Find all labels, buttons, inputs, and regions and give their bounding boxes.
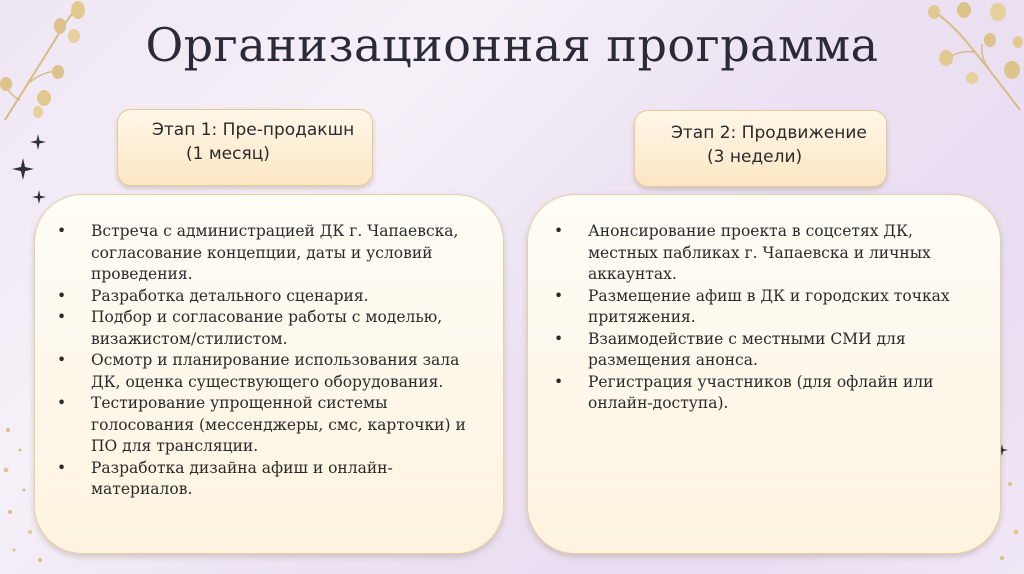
list-item: • Разработка детального сценария. bbox=[55, 286, 485, 308]
list-item: • Осмотр и планирование использования зала ДК, оценка существующего оборудования. bbox=[55, 350, 485, 393]
list-item: • Размещение афиш в ДК и городских точках притяжения. bbox=[552, 286, 982, 329]
stage-2-tasks-panel bbox=[527, 194, 1001, 554]
stage-1-tasks-panel bbox=[34, 194, 504, 554]
stage-2-box bbox=[634, 110, 887, 187]
sparkle-star-icon bbox=[30, 134, 46, 150]
list-item: • Анонсирование проекта в соцсетях ДК, местных пабликах г. Чапаевска и личных аккаунтах. bbox=[552, 221, 982, 286]
list-item: • Разработка дизайна афиш и онлайн-материалов. bbox=[55, 458, 485, 501]
list-item: • Тестирование упрощенной системы голосования (мессенджеры, смс, карточки) и ПО для трансляции. bbox=[55, 393, 485, 458]
sparkle-star-icon bbox=[12, 158, 34, 180]
stage-2-title: Этап 2: Продвижение bbox=[671, 123, 867, 143]
list-item: • Регистрация участников (для офлайн или онлайн-доступа). bbox=[552, 372, 982, 415]
stage-2-task-list bbox=[552, 221, 982, 415]
stage-2-duration: (3 недели) bbox=[707, 147, 803, 167]
stage-1-task-list bbox=[55, 221, 485, 501]
list-item: • Взаимодействие с местными СМИ для размещения анонса. bbox=[552, 329, 982, 372]
stage-1-title: Этап 1: Пре-продакшн bbox=[152, 120, 355, 140]
stage-1-duration: (1 месяц) bbox=[186, 144, 270, 164]
slide-title: Организационная программа bbox=[145, 18, 879, 72]
list-item: • Подбор и согласование работы с моделью, визажистом/стилистом. bbox=[55, 307, 485, 350]
list-item: • Встреча с администрацией ДК г. Чапаевска, согласование концепции, даты и условий проведения. bbox=[55, 221, 485, 286]
sparkle-star-icon bbox=[32, 190, 46, 204]
stage-1-box bbox=[117, 109, 373, 186]
